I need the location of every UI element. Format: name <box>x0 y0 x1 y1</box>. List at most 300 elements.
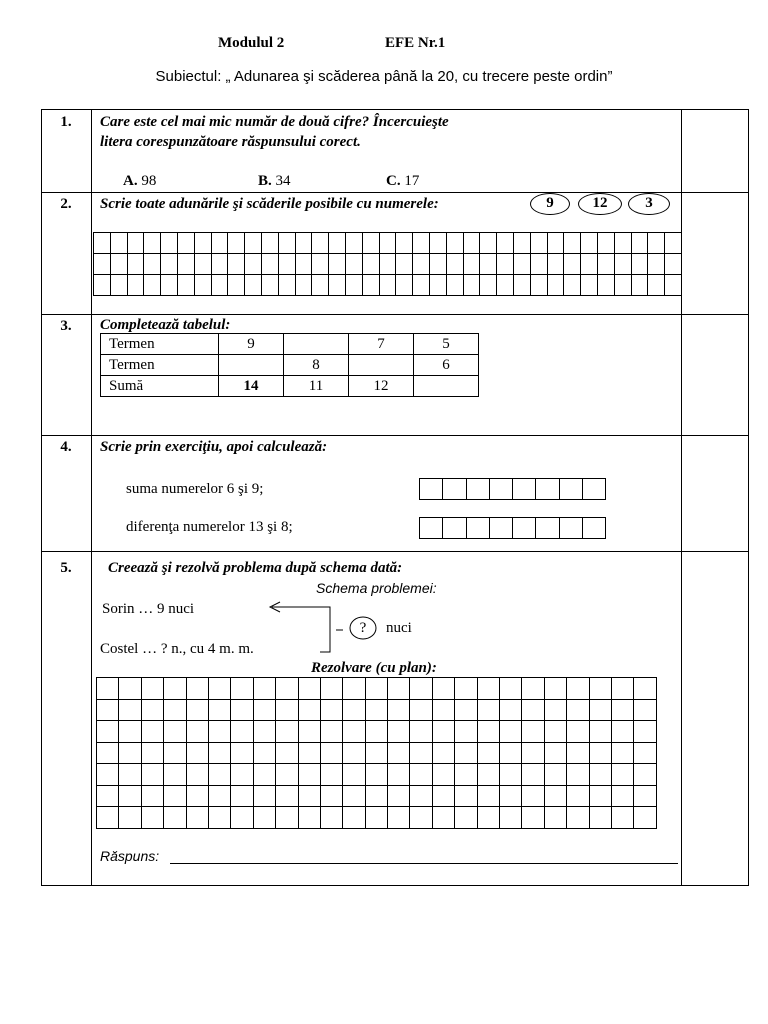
grid-cell[interactable] <box>164 743 186 765</box>
grid-cell[interactable] <box>321 678 343 700</box>
grid-cell[interactable] <box>363 275 380 296</box>
grid-cell[interactable] <box>209 786 231 808</box>
grid-cell[interactable] <box>443 518 466 539</box>
grid-cell[interactable] <box>343 721 365 743</box>
answer-line[interactable] <box>170 863 678 864</box>
grid-cell[interactable] <box>161 275 178 296</box>
grid-cell[interactable] <box>514 254 531 275</box>
grid-cell[interactable] <box>111 275 128 296</box>
grid-cell[interactable] <box>536 479 559 500</box>
grid-cell[interactable] <box>142 721 164 743</box>
grid-cell[interactable] <box>514 275 531 296</box>
grid-cell[interactable] <box>396 254 413 275</box>
grid-cell[interactable] <box>161 254 178 275</box>
grid-cell[interactable] <box>634 807 656 829</box>
grid-cell[interactable] <box>430 233 447 254</box>
grid-cell[interactable] <box>478 807 500 829</box>
grid-cell[interactable] <box>119 678 141 700</box>
grid-cell[interactable] <box>545 743 567 765</box>
grid-cell[interactable] <box>329 233 346 254</box>
grid-cell[interactable] <box>590 700 612 722</box>
grid-cell[interactable] <box>612 700 634 722</box>
grid-cell[interactable] <box>564 233 581 254</box>
grid-cell[interactable] <box>312 233 329 254</box>
grid-cell[interactable] <box>209 700 231 722</box>
grid-cell[interactable] <box>346 275 363 296</box>
grid-cell[interactable] <box>161 233 178 254</box>
grid-cell[interactable] <box>388 700 410 722</box>
option-c[interactable] <box>386 172 419 190</box>
grid-cell[interactable] <box>231 743 253 765</box>
option-a[interactable] <box>123 172 156 190</box>
grid-cell[interactable] <box>388 786 410 808</box>
grid-cell[interactable] <box>343 700 365 722</box>
grid-cell[interactable] <box>590 678 612 700</box>
task-4-difference-answer-boxes[interactable] <box>419 517 606 539</box>
grid-cell[interactable] <box>380 254 397 275</box>
grid-cell[interactable] <box>366 807 388 829</box>
grid-cell[interactable] <box>245 275 262 296</box>
grid-cell[interactable] <box>312 254 329 275</box>
grid-cell[interactable] <box>119 764 141 786</box>
grid-cell[interactable] <box>97 743 119 765</box>
task-5-writing-grid[interactable] <box>96 677 657 829</box>
grid-cell[interactable] <box>478 743 500 765</box>
grid-cell[interactable] <box>388 807 410 829</box>
grid-cell[interactable] <box>567 786 589 808</box>
grid-cell[interactable] <box>500 721 522 743</box>
grid-cell[interactable] <box>321 764 343 786</box>
grid-cell[interactable] <box>648 233 665 254</box>
grid-cell[interactable] <box>321 807 343 829</box>
grid-cell[interactable] <box>478 786 500 808</box>
grid-cell[interactable] <box>231 786 253 808</box>
grid-cell[interactable] <box>142 678 164 700</box>
grid-cell[interactable] <box>254 786 276 808</box>
grid-cell[interactable] <box>212 233 229 254</box>
grid-cell[interactable] <box>410 786 432 808</box>
grid-cell[interactable] <box>299 700 321 722</box>
grid-cell[interactable] <box>581 233 598 254</box>
table-cell[interactable] <box>349 355 414 376</box>
grid-cell[interactable] <box>443 479 466 500</box>
grid-cell[interactable] <box>567 678 589 700</box>
grid-cell[interactable] <box>447 254 464 275</box>
grid-cell[interactable] <box>430 275 447 296</box>
grid-cell[interactable] <box>545 764 567 786</box>
grid-cell[interactable] <box>245 254 262 275</box>
grid-cell[interactable] <box>380 233 397 254</box>
grid-cell[interactable] <box>500 786 522 808</box>
grid-cell[interactable] <box>296 233 313 254</box>
grid-cell[interactable] <box>581 254 598 275</box>
grid-cell[interactable] <box>276 764 298 786</box>
grid-cell[interactable] <box>245 233 262 254</box>
grid-cell[interactable] <box>410 764 432 786</box>
grid-cell[interactable] <box>366 678 388 700</box>
grid-cell[interactable] <box>545 678 567 700</box>
grid-cell[interactable] <box>209 807 231 829</box>
grid-cell[interactable] <box>567 700 589 722</box>
grid-cell[interactable] <box>648 275 665 296</box>
grid-cell[interactable] <box>187 764 209 786</box>
grid-cell[interactable] <box>228 254 245 275</box>
table-cell[interactable]: 11 <box>284 376 349 397</box>
table-cell[interactable]: 8 <box>284 355 349 376</box>
grid-cell[interactable] <box>187 678 209 700</box>
table-cell[interactable]: 12 <box>349 376 414 397</box>
grid-cell[interactable] <box>567 764 589 786</box>
grid-cell[interactable] <box>299 743 321 765</box>
grid-cell[interactable] <box>111 233 128 254</box>
table-cell[interactable]: 9 <box>219 334 284 355</box>
grid-cell[interactable] <box>178 233 195 254</box>
grid-cell[interactable] <box>433 786 455 808</box>
grid-cell[interactable] <box>321 721 343 743</box>
grid-cell[interactable] <box>119 786 141 808</box>
grid-cell[interactable] <box>632 254 649 275</box>
table-cell[interactable]: 7 <box>349 334 414 355</box>
grid-cell[interactable] <box>262 233 279 254</box>
grid-cell[interactable] <box>612 786 634 808</box>
grid-cell[interactable] <box>632 233 649 254</box>
grid-cell[interactable] <box>212 254 229 275</box>
grid-cell[interactable] <box>276 700 298 722</box>
grid-cell[interactable] <box>583 518 606 539</box>
grid-cell[interactable] <box>590 743 612 765</box>
grid-cell[interactable] <box>464 254 481 275</box>
grid-cell[interactable] <box>94 254 111 275</box>
grid-cell[interactable] <box>346 254 363 275</box>
grid-cell[interactable] <box>119 700 141 722</box>
grid-cell[interactable] <box>478 678 500 700</box>
grid-cell[interactable] <box>128 254 145 275</box>
grid-cell[interactable] <box>612 678 634 700</box>
grid-cell[interactable] <box>128 233 145 254</box>
grid-cell[interactable] <box>254 764 276 786</box>
grid-cell[interactable] <box>455 786 477 808</box>
grid-cell[interactable] <box>464 275 481 296</box>
grid-cell[interactable] <box>299 764 321 786</box>
grid-cell[interactable] <box>195 275 212 296</box>
grid-cell[interactable] <box>231 721 253 743</box>
grid-cell[interactable] <box>97 764 119 786</box>
grid-cell[interactable] <box>164 721 186 743</box>
grid-cell[interactable] <box>346 233 363 254</box>
grid-cell[interactable] <box>142 743 164 765</box>
grid-cell[interactable] <box>615 254 632 275</box>
grid-cell[interactable] <box>548 275 565 296</box>
grid-cell[interactable] <box>231 807 253 829</box>
grid-cell[interactable] <box>464 233 481 254</box>
grid-cell[interactable] <box>195 233 212 254</box>
grid-cell[interactable] <box>396 275 413 296</box>
grid-cell[interactable] <box>276 743 298 765</box>
grid-cell[interactable] <box>366 721 388 743</box>
grid-cell[interactable] <box>329 275 346 296</box>
grid-cell[interactable] <box>187 743 209 765</box>
grid-cell[interactable] <box>388 764 410 786</box>
grid-cell[interactable] <box>455 678 477 700</box>
grid-cell[interactable] <box>590 807 612 829</box>
grid-cell[interactable] <box>583 479 606 500</box>
grid-cell[interactable] <box>634 764 656 786</box>
task-4-sum-answer-boxes[interactable] <box>419 478 606 500</box>
grid-cell[interactable] <box>447 275 464 296</box>
grid-cell[interactable] <box>388 743 410 765</box>
grid-cell[interactable] <box>500 678 522 700</box>
grid-cell[interactable] <box>321 700 343 722</box>
grid-cell[interactable] <box>164 678 186 700</box>
grid-cell[interactable] <box>564 254 581 275</box>
grid-cell[interactable] <box>598 275 615 296</box>
grid-cell[interactable] <box>564 275 581 296</box>
grid-cell[interactable] <box>413 254 430 275</box>
grid-cell[interactable] <box>598 233 615 254</box>
grid-cell[interactable] <box>276 678 298 700</box>
grid-cell[interactable] <box>500 743 522 765</box>
grid-cell[interactable] <box>164 700 186 722</box>
table-cell[interactable] <box>414 376 479 397</box>
grid-cell[interactable] <box>455 721 477 743</box>
grid-cell[interactable] <box>97 700 119 722</box>
table-cell[interactable]: 14 <box>219 376 284 397</box>
grid-cell[interactable] <box>413 233 430 254</box>
grid-cell[interactable] <box>433 721 455 743</box>
grid-cell[interactable] <box>420 479 443 500</box>
grid-cell[interactable] <box>343 807 365 829</box>
grid-cell[interactable] <box>433 764 455 786</box>
grid-cell[interactable] <box>590 786 612 808</box>
grid-cell[interactable] <box>187 721 209 743</box>
grid-cell[interactable] <box>455 764 477 786</box>
grid-cell[interactable] <box>632 275 649 296</box>
grid-cell[interactable] <box>231 700 253 722</box>
grid-cell[interactable] <box>178 275 195 296</box>
grid-cell[interactable] <box>363 254 380 275</box>
grid-cell[interactable] <box>430 254 447 275</box>
grid-cell[interactable] <box>522 678 544 700</box>
grid-cell[interactable] <box>522 807 544 829</box>
grid-cell[interactable] <box>513 518 536 539</box>
grid-cell[interactable] <box>178 254 195 275</box>
grid-cell[interactable] <box>478 700 500 722</box>
grid-cell[interactable] <box>480 275 497 296</box>
grid-cell[interactable] <box>343 786 365 808</box>
grid-cell[interactable] <box>94 275 111 296</box>
grid-cell[interactable] <box>612 764 634 786</box>
grid-cell[interactable] <box>545 786 567 808</box>
grid-cell[interactable] <box>531 254 548 275</box>
grid-cell[interactable] <box>500 700 522 722</box>
table-cell[interactable]: 5 <box>414 334 479 355</box>
grid-cell[interactable] <box>531 233 548 254</box>
grid-cell[interactable] <box>94 233 111 254</box>
grid-cell[interactable] <box>615 275 632 296</box>
grid-cell[interactable] <box>299 786 321 808</box>
grid-cell[interactable] <box>276 807 298 829</box>
grid-cell[interactable] <box>447 233 464 254</box>
grid-cell[interactable] <box>665 275 682 296</box>
grid-cell[interactable] <box>128 275 145 296</box>
grid-cell[interactable] <box>490 479 513 500</box>
grid-cell[interactable] <box>634 743 656 765</box>
grid-cell[interactable] <box>478 764 500 786</box>
grid-cell[interactable] <box>343 743 365 765</box>
grid-cell[interactable] <box>254 743 276 765</box>
grid-cell[interactable] <box>514 233 531 254</box>
grid-cell[interactable] <box>548 233 565 254</box>
grid-cell[interactable] <box>380 275 397 296</box>
grid-cell[interactable] <box>187 700 209 722</box>
grid-cell[interactable] <box>497 233 514 254</box>
grid-cell[interactable] <box>187 807 209 829</box>
table-cell[interactable]: 6 <box>414 355 479 376</box>
grid-cell[interactable] <box>343 764 365 786</box>
grid-cell[interactable] <box>209 743 231 765</box>
grid-cell[interactable] <box>536 518 559 539</box>
grid-cell[interactable] <box>433 678 455 700</box>
grid-cell[interactable] <box>144 233 161 254</box>
grid-cell[interactable] <box>231 764 253 786</box>
grid-cell[interactable] <box>195 254 212 275</box>
grid-cell[interactable] <box>522 700 544 722</box>
grid-cell[interactable] <box>410 700 432 722</box>
grid-cell[interactable] <box>500 764 522 786</box>
grid-cell[interactable] <box>665 233 682 254</box>
grid-cell[interactable] <box>497 275 514 296</box>
grid-cell[interactable] <box>612 807 634 829</box>
grid-cell[interactable] <box>363 233 380 254</box>
grid-cell[interactable] <box>262 275 279 296</box>
grid-cell[interactable] <box>343 678 365 700</box>
grid-cell[interactable] <box>228 275 245 296</box>
grid-cell[interactable] <box>615 233 632 254</box>
grid-cell[interactable] <box>97 786 119 808</box>
grid-cell[interactable] <box>144 254 161 275</box>
grid-cell[interactable] <box>111 254 128 275</box>
grid-cell[interactable] <box>312 275 329 296</box>
grid-cell[interactable] <box>164 786 186 808</box>
grid-cell[interactable] <box>142 764 164 786</box>
grid-cell[interactable] <box>634 700 656 722</box>
grid-cell[interactable] <box>455 807 477 829</box>
grid-cell[interactable] <box>299 807 321 829</box>
grid-cell[interactable] <box>254 700 276 722</box>
grid-cell[interactable] <box>276 786 298 808</box>
grid-cell[interactable] <box>433 807 455 829</box>
grid-cell[interactable] <box>480 254 497 275</box>
grid-cell[interactable] <box>490 518 513 539</box>
grid-cell[interactable] <box>545 721 567 743</box>
grid-cell[interactable] <box>467 479 490 500</box>
grid-cell[interactable] <box>321 743 343 765</box>
grid-cell[interactable] <box>279 233 296 254</box>
grid-cell[interactable] <box>522 786 544 808</box>
grid-cell[interactable] <box>560 518 583 539</box>
grid-cell[interactable] <box>531 275 548 296</box>
grid-cell[interactable] <box>612 721 634 743</box>
grid-cell[interactable] <box>366 743 388 765</box>
grid-cell[interactable] <box>567 721 589 743</box>
grid-cell[interactable] <box>497 254 514 275</box>
grid-cell[interactable] <box>119 721 141 743</box>
grid-cell[interactable] <box>164 764 186 786</box>
grid-cell[interactable] <box>142 786 164 808</box>
grid-cell[interactable] <box>209 721 231 743</box>
grid-cell[interactable] <box>262 254 279 275</box>
grid-cell[interactable] <box>522 721 544 743</box>
grid-cell[interactable] <box>433 743 455 765</box>
grid-cell[interactable] <box>366 700 388 722</box>
grid-cell[interactable] <box>522 743 544 765</box>
grid-cell[interactable] <box>410 721 432 743</box>
grid-cell[interactable] <box>209 764 231 786</box>
grid-cell[interactable] <box>567 743 589 765</box>
grid-cell[interactable] <box>97 678 119 700</box>
grid-cell[interactable] <box>548 254 565 275</box>
grid-cell[interactable] <box>97 807 119 829</box>
grid-cell[interactable] <box>254 721 276 743</box>
grid-cell[interactable] <box>634 678 656 700</box>
grid-cell[interactable] <box>665 254 682 275</box>
grid-cell[interactable] <box>388 678 410 700</box>
grid-cell[interactable] <box>634 721 656 743</box>
grid-cell[interactable] <box>209 678 231 700</box>
grid-cell[interactable] <box>581 275 598 296</box>
grid-cell[interactable] <box>144 275 161 296</box>
grid-cell[interactable] <box>279 275 296 296</box>
grid-cell[interactable] <box>590 721 612 743</box>
grid-cell[interactable] <box>598 254 615 275</box>
table-cell[interactable] <box>219 355 284 376</box>
grid-cell[interactable] <box>560 479 583 500</box>
task-2-writing-grid[interactable] <box>93 232 682 296</box>
grid-cell[interactable] <box>388 721 410 743</box>
grid-cell[interactable] <box>321 786 343 808</box>
grid-cell[interactable] <box>254 807 276 829</box>
grid-cell[interactable] <box>329 254 346 275</box>
option-b[interactable] <box>258 172 291 190</box>
grid-cell[interactable] <box>455 700 477 722</box>
grid-cell[interactable] <box>410 678 432 700</box>
grid-cell[interactable] <box>142 807 164 829</box>
grid-cell[interactable] <box>433 700 455 722</box>
grid-cell[interactable] <box>545 700 567 722</box>
grid-cell[interactable] <box>366 764 388 786</box>
grid-cell[interactable] <box>467 518 490 539</box>
grid-cell[interactable] <box>396 233 413 254</box>
grid-cell[interactable] <box>567 807 589 829</box>
grid-cell[interactable] <box>296 275 313 296</box>
grid-cell[interactable] <box>413 275 430 296</box>
grid-cell[interactable] <box>420 518 443 539</box>
grid-cell[interactable] <box>228 233 245 254</box>
grid-cell[interactable] <box>478 721 500 743</box>
grid-cell[interactable] <box>634 786 656 808</box>
grid-cell[interactable] <box>612 743 634 765</box>
grid-cell[interactable] <box>522 764 544 786</box>
grid-cell[interactable] <box>279 254 296 275</box>
grid-cell[interactable] <box>500 807 522 829</box>
grid-cell[interactable] <box>296 254 313 275</box>
grid-cell[interactable] <box>212 275 229 296</box>
grid-cell[interactable] <box>254 678 276 700</box>
grid-cell[interactable] <box>187 786 209 808</box>
grid-cell[interactable] <box>366 786 388 808</box>
grid-cell[interactable] <box>119 743 141 765</box>
table-cell[interactable] <box>284 334 349 355</box>
